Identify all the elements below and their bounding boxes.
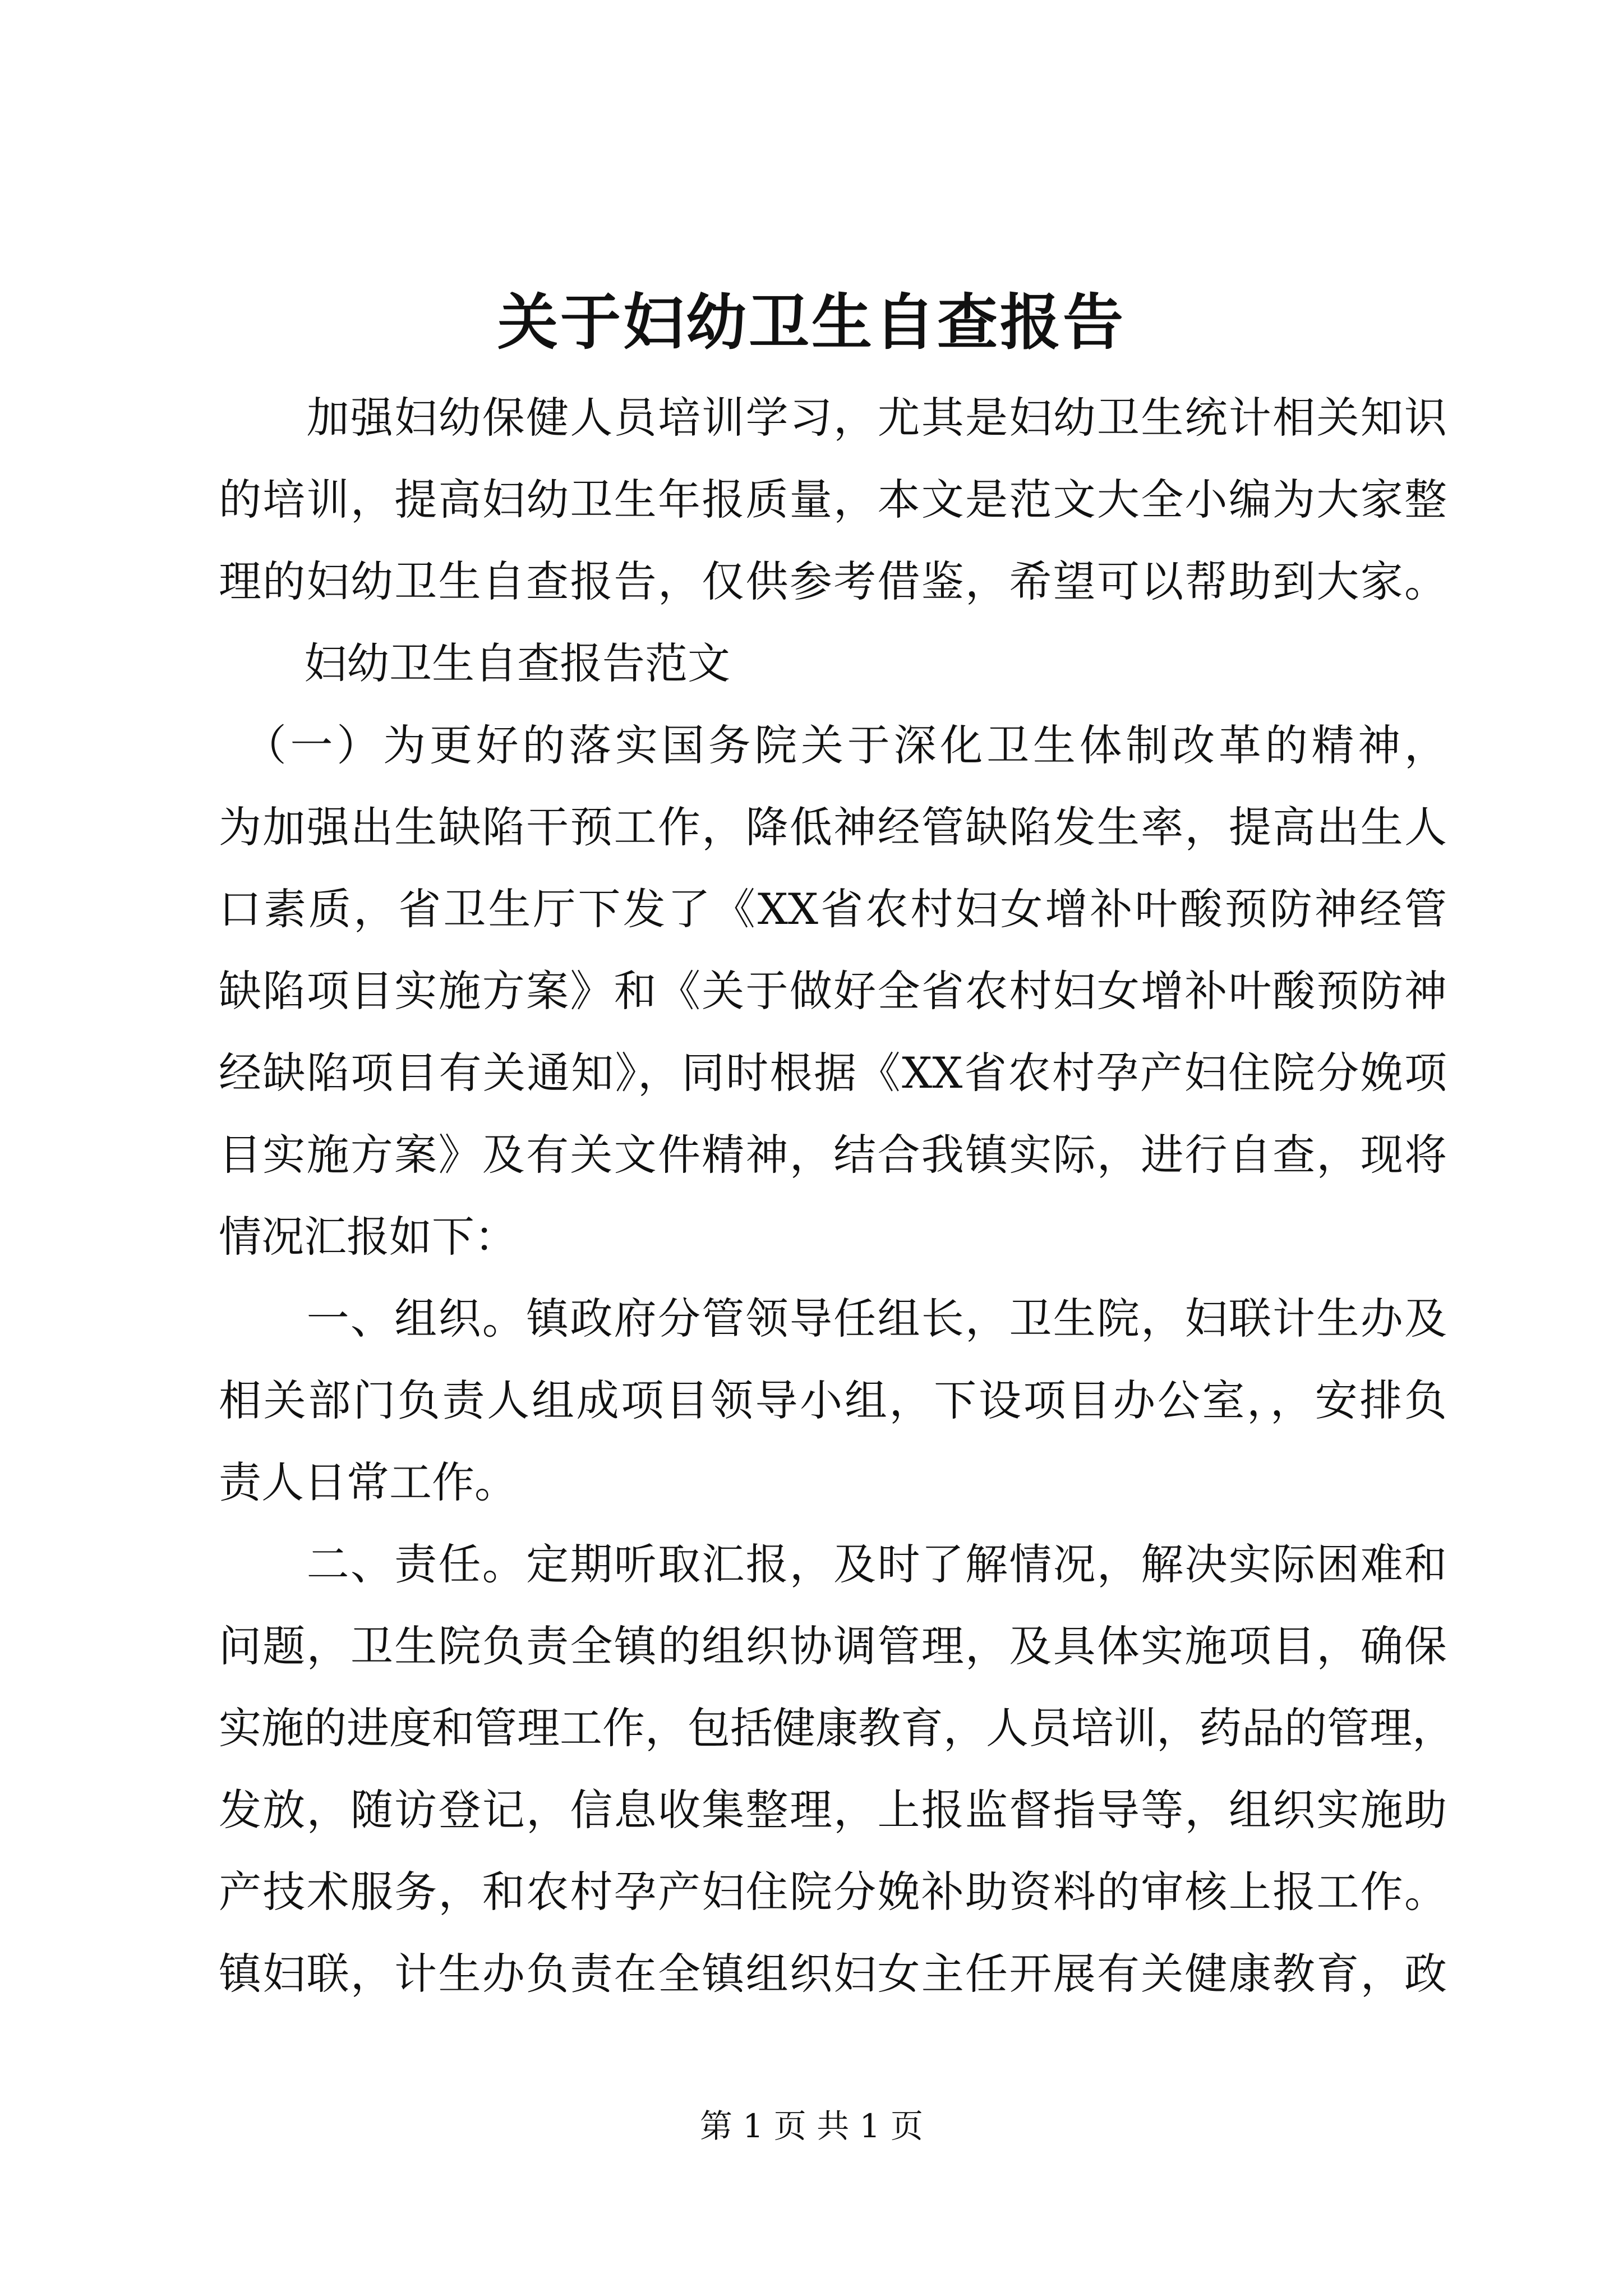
body-line: 相关部门负责人组成项目领导小组，下设项目办公室，，安排负 [219,1375,1447,1425]
body-line: 责人日常工作。 [219,1457,517,1507]
body-line: 问题，卫生院负责全镇的组织协调管理，及具体实施项目，确保 [219,1621,1447,1671]
document-title: 关于妇幼卫生自查报告 [497,287,1126,358]
body-line: 目实施方案》及有关文件精神，结合我镇实际，进行自查，现将 [219,1130,1447,1180]
body-line: 发放，随访登记，信息收集整理，上报监督指导等，组织实施助 [219,1785,1447,1835]
body-line: 经缺陷项目有关通知》，同时根据《XX省农村孕产妇住院分娩项 [219,1048,1447,1098]
body-line: 为加强出生缺陷干预工作，降低神经管缺陷发生率，提高出生人 [219,802,1447,852]
body-line: 妇幼卫生自查报告范文 [219,638,730,688]
page-footer: 第 1 页 共 1 页 [700,2107,923,2145]
body-line: 加强妇幼保健人员培训学习，尤其是妇幼卫生统计相关知识 [219,393,1447,443]
body-line: 实施的进度和管理工作，包括健康教育，人员培训，药品的管理， [219,1703,1455,1753]
body-line: 理的妇幼卫生自查报告，仅供参考借鉴，希望可以帮助到大家。 [219,556,1447,606]
body-line: 缺陷项目实施方案》和《关于做好全省农村妇女增补叶酸预防神 [219,966,1447,1016]
body-line: 二、责任。定期听取汇报，及时了解情况，解决实际困难和 [219,1539,1447,1589]
body-line: （一）为更好的落实国务院关于深化卫生体制改革的精神， [219,720,1447,770]
body-line: 一、组织。镇政府分管领导任组长，卫生院，妇联计生办及 [219,1294,1447,1343]
body-line: 的培训，提高妇幼卫生年报质量，本文是范文大全小编为大家整 [219,475,1447,524]
body-line: 产技术服务，和农村孕产妇住院分娩补助资料的审核上报工作。 [219,1867,1447,1917]
body-line: 情况汇报如下： [219,1212,517,1262]
body-line: 口素质，省卫生厅下发了《XX省农村妇女增补叶酸预防神经管 [219,884,1447,934]
body-line: 镇妇联，计生办负责在全镇组织妇女主任开展有关健康教育，政 [219,1949,1447,1999]
